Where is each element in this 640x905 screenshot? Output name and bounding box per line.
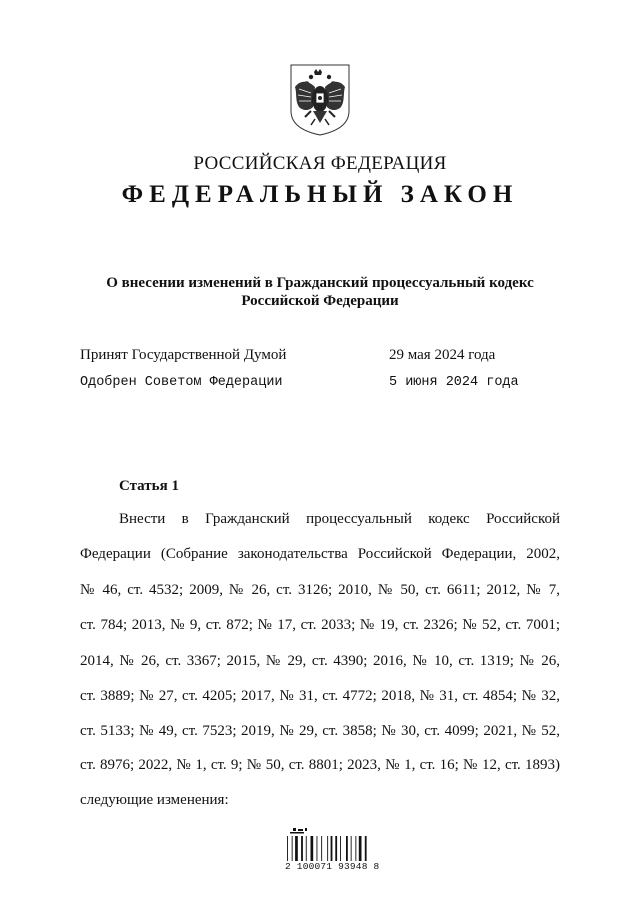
coat-of-arms-emblem: [289, 63, 351, 137]
country-name: РОССИЙСКАЯ ФЕДЕРАЦИЯ: [193, 153, 447, 174]
barcode-number: 2 100071 93948 8: [285, 861, 380, 872]
article-text-line: 2014, № 26, ст. 3367; 2015, № 29, ст. 4390; 2016, № 10, ст. 1319; № 26,: [80, 653, 560, 669]
article-text-line: ст. 3889; № 27, ст. 4205; 2017, № 31, ст. 4772; 2018, № 31, ст. 4854; № 32,: [80, 688, 560, 704]
article-text-line: ст. 5133; № 49, ст. 7523; 2019, № 29, ст. 3858; № 30, ст. 4099; 2021, № 52,: [80, 723, 560, 739]
article-text-line: ст. 8976; 2022, № 1, ст. 9; № 50, ст. 8801; 2023, № 1, ст. 16; № 12, ст. 1893): [80, 757, 560, 773]
duma-adoption-label: Принят Государственной Думой: [80, 347, 287, 363]
law-title: [80, 274, 560, 310]
law-title-line-2: Российской Федерации: [241, 293, 399, 309]
article-text-line: следующие изменения:: [80, 792, 229, 808]
document-type: ФЕДЕРАЛЬНЫЙ ЗАКОН: [121, 181, 519, 208]
article-text-line: Федерации (Собрание законодательства Российской Федерации, 2002,: [80, 546, 560, 562]
article-heading: Статья 1: [119, 478, 179, 494]
article-text-line: № 46, ст. 4532; 2009, № 26, ст. 3126; 2010, № 50, ст. 6611; 2012, № 7,: [80, 582, 560, 598]
article-text-line: ст. 784; 2013, № 9, ст. 872; № 17, ст. 2033; № 19, ст. 2326; № 52, ст. 7001;: [80, 617, 560, 633]
council-approval-label: Одобрен Советом Федерации: [80, 375, 283, 390]
law-title-line-1: О внесении изменений в Гражданский процессуальный кодекс: [106, 275, 534, 291]
duma-adoption-date: 29 мая 2024 года: [389, 347, 496, 363]
article-text-line: Внести в Гражданский процессуальный кодекс Российской: [119, 511, 560, 527]
council-approval-date: 5 июня 2024 года: [389, 375, 519, 390]
